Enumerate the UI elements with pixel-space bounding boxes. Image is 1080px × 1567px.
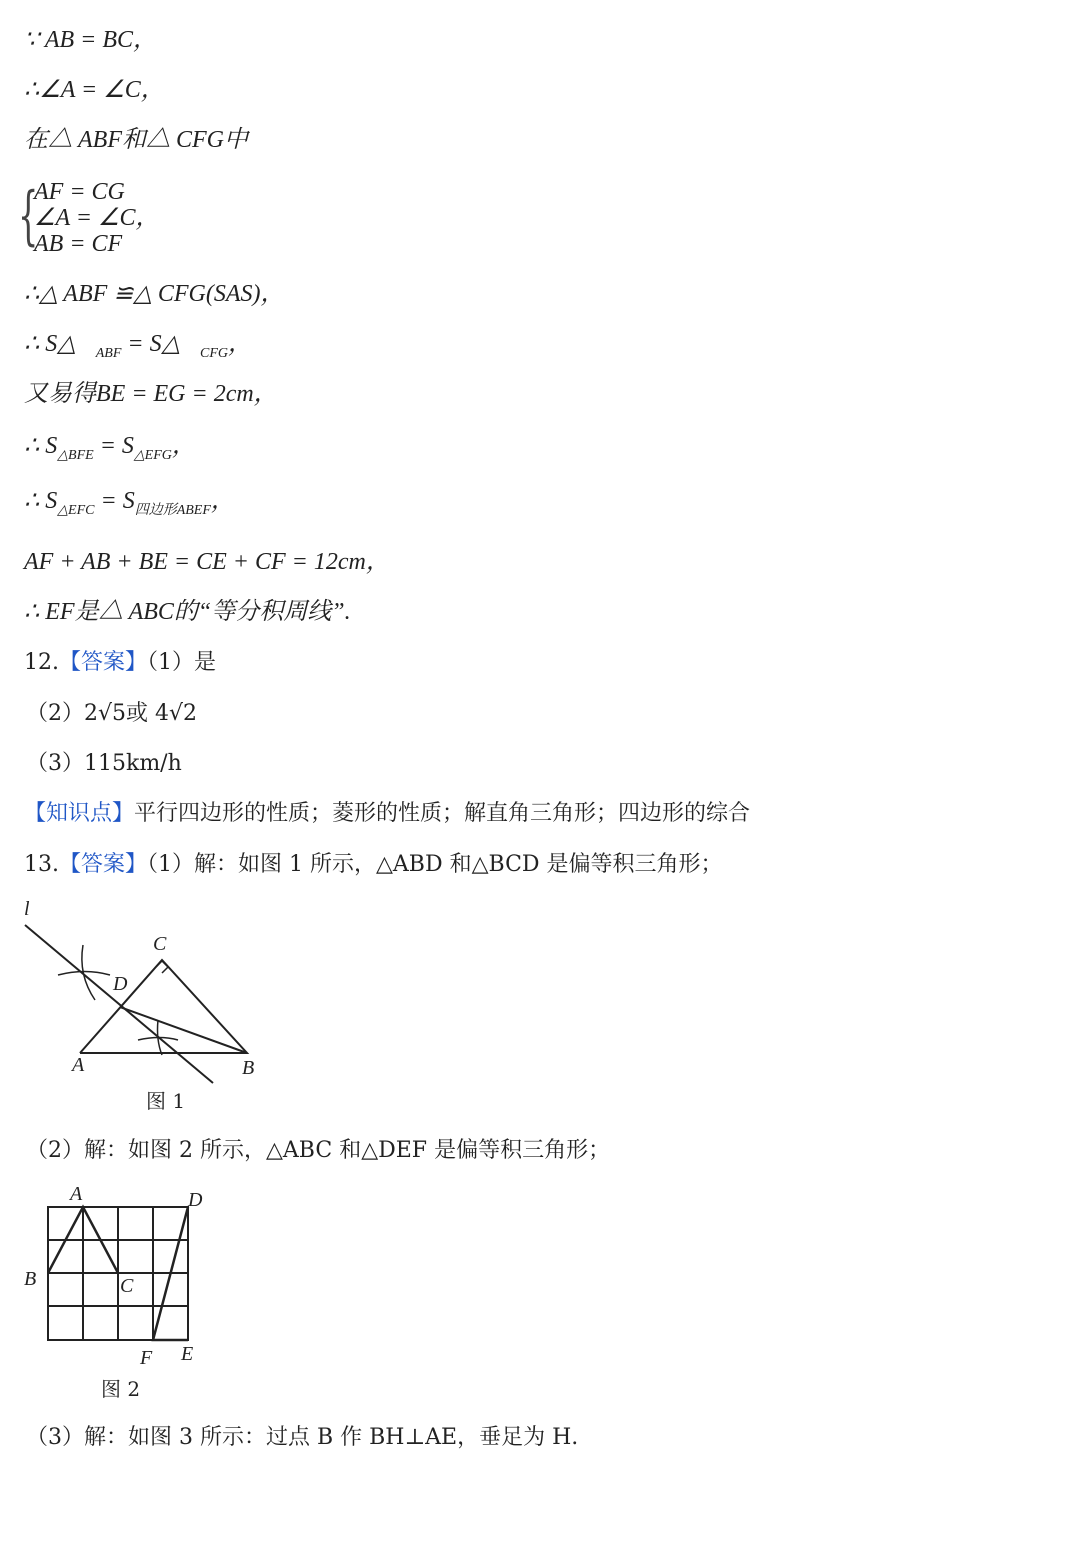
label-A: A bbox=[72, 1054, 85, 1076]
label-l: l bbox=[24, 898, 30, 920]
q12-answer: 12.【答案】（1）是 bbox=[24, 650, 217, 675]
proof-line: ∴ EF是△ ABC的“等分积周线”. bbox=[24, 599, 351, 625]
q12-part2: （2）2√5或 4√2 bbox=[26, 701, 198, 726]
label-A: A bbox=[70, 1183, 83, 1205]
proof-line: 又易得BE = EG = 2cm， bbox=[24, 381, 278, 407]
label-C: C bbox=[153, 933, 167, 955]
q13-answer: 13.【答案】（1）解：如图 1 所示，△ABD 和△BCD 是偏等积三角形； bbox=[24, 852, 723, 877]
proof-line: ∴ $S_{\triangle BFE} = S_{\triangle EFG}$， bbox=[24, 433, 196, 463]
figure-2 bbox=[0, 0, 240, 1410]
proof-line: ∴∠A = ∠C， bbox=[24, 77, 165, 103]
q13-part2: （2）解：如图 2 所示，△ABC 和△DEF 是偏等积三角形； bbox=[26, 1138, 611, 1163]
proof-line: ∵ AB = BC， bbox=[24, 27, 158, 53]
q12-part3: （3）115km/h bbox=[26, 751, 182, 776]
proof-line: 在△ ABF和△ CFG中 bbox=[24, 127, 248, 153]
figure-2-caption: 图 2 bbox=[101, 1377, 141, 1401]
proof-line: ∴ $S_{\triangle EFC} = S_{四边形ABEF}$， bbox=[24, 488, 235, 518]
label-B: B bbox=[242, 1057, 255, 1079]
label-D: D bbox=[188, 1189, 203, 1211]
proof-line: ∴ S△ $_{ABF}$ = S△ $_{CFG}$， bbox=[24, 331, 253, 361]
label-D: D bbox=[113, 973, 128, 995]
label-B: B bbox=[24, 1268, 37, 1290]
figure-1-caption: 图 1 bbox=[146, 1089, 186, 1113]
brace: { bbox=[18, 179, 39, 253]
label-E: E bbox=[181, 1343, 194, 1365]
proof-line: AF = CG bbox=[34, 179, 125, 205]
proof-line: ∠A = ∠C， bbox=[34, 205, 160, 231]
q12-knowledge: 【知识点】平行四边形的性质；菱形的性质；解直角三角形；四边形的综合 bbox=[24, 801, 751, 826]
q13-part3: （3）解：如图 3 所示：过点 B 作 BH⊥AE，垂足为 H. bbox=[26, 1425, 579, 1450]
proof-line: AF + AB + BE = CE + CF = 12cm， bbox=[24, 549, 390, 575]
proof-line: AB = CF bbox=[34, 231, 123, 257]
proof-line: ∴△ ABF ≌△ CFG(SAS)， bbox=[24, 281, 285, 307]
label-C: C bbox=[120, 1275, 134, 1297]
label-F: F bbox=[140, 1347, 153, 1369]
